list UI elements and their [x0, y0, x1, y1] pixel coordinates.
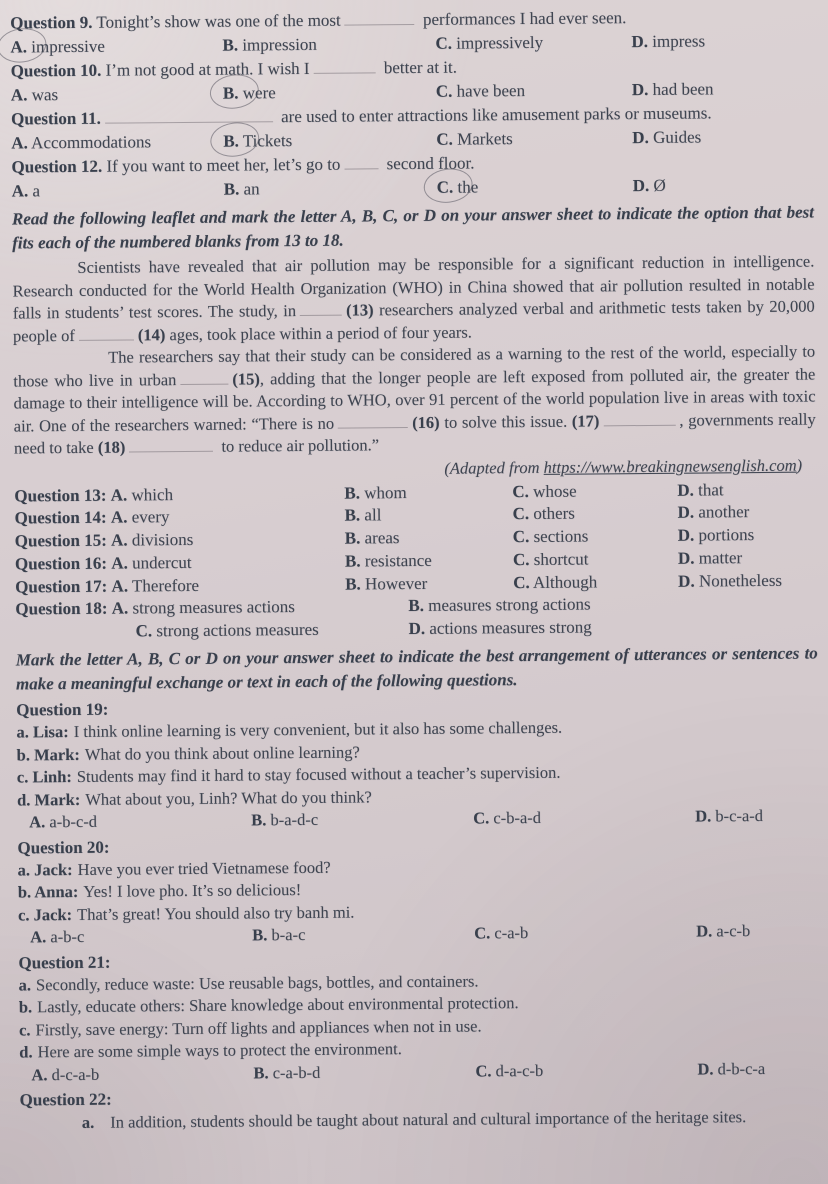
prompt-text: I’m not good at math. I wish I — [101, 58, 310, 80]
option-text: were — [238, 83, 276, 103]
option-text: that — [693, 479, 724, 500]
option-letter: D. — [677, 548, 695, 568]
leaflet-instruction: Read the following leaflet and mark the letter A, B, C, or D on your answer sheet to indicate the option that best fits each of the numbered blanks from 13 to 18. — [11, 202, 814, 253]
option-letter: A. — [11, 181, 29, 201]
option-text: measures strong actions — [423, 594, 591, 616]
blank-line — [338, 413, 408, 429]
prompt-text: If you want to meet her, let’s go to — [102, 154, 341, 176]
option — [475, 1058, 697, 1082]
speaker-prefix: a. Jack: — [17, 859, 73, 880]
option-letter: C. — [512, 481, 529, 501]
option-text: others — [528, 503, 575, 524]
option-text: Markets — [452, 129, 513, 149]
question-header: Question 19: — [16, 699, 109, 720]
option — [512, 502, 677, 526]
prompt-text: better at it. — [379, 57, 458, 78]
question-header: Question 21: — [18, 952, 111, 973]
prompt-text: performances I had ever seen. — [418, 8, 627, 29]
option-text: divisions — [127, 530, 194, 550]
utterance-text: What about you, Linh? What do you think? — [85, 786, 372, 809]
option-letter: C. — [473, 808, 490, 828]
blank-line — [300, 301, 342, 316]
option-letter: D. — [695, 806, 712, 826]
speaker-prefix: d. Mark: — [16, 789, 81, 810]
option — [11, 82, 223, 108]
option — [10, 34, 222, 60]
utterance-text: Secondly, reduce waste: Use reusable bags, bottles, and containers. — [35, 971, 479, 994]
speaker-prefix: b. Anna: — [17, 882, 79, 902]
option — [15, 528, 345, 554]
option-letter: C. — [435, 81, 453, 101]
option — [632, 125, 813, 151]
option-text: c-a-b-d — [268, 1062, 321, 1082]
blank-number: (15) — [232, 368, 260, 389]
option — [473, 806, 695, 830]
passage-text: ages, took place within a period of four years. — [165, 321, 472, 344]
question-label: Question 15: — [14, 530, 112, 551]
question-label: Question 11. — [10, 108, 101, 129]
option-letter: A. — [111, 598, 129, 619]
option — [14, 482, 344, 508]
option-letter: D. — [632, 127, 649, 148]
option-letter: A. — [29, 812, 46, 832]
passage-text: , adding that the longer people are left exposed from polluted air, the greater the damage to their intelligence will be. According to WHO, over 91 percent of the world population live in areas with toxic air. One of the researchers warned: “There is no — [13, 363, 816, 435]
option — [631, 29, 812, 55]
option-letter: C. — [512, 527, 530, 547]
option-text: a-c-b — [712, 921, 751, 941]
option-letter: D. — [631, 79, 649, 100]
option — [633, 173, 814, 199]
option-letter: A. — [110, 507, 128, 527]
option-text: b-a-c — [267, 925, 306, 945]
arrangement-questions-section — [16, 692, 821, 1087]
option-letter: D. — [678, 571, 695, 591]
option — [252, 923, 474, 947]
option — [513, 570, 678, 594]
circled-option-letter: C. — [437, 176, 454, 200]
option-letter: C. — [135, 621, 153, 641]
option-letter: B. — [251, 810, 267, 830]
option-text: a-b-c-d — [45, 811, 98, 832]
option-letter: C. — [512, 504, 530, 524]
prompt-text: Tonight’s show was one of the most — [92, 10, 341, 32]
passage-text: to reduce air pollution.” — [217, 435, 380, 456]
option — [437, 174, 633, 200]
option-text: impression — [237, 34, 317, 55]
option-letter: C. — [436, 129, 453, 149]
option-text: was — [27, 85, 59, 105]
option-letter: C. — [435, 33, 453, 53]
option-text: Although — [529, 572, 598, 592]
option-letter: B. — [344, 505, 361, 525]
speaker-prefix: c. Jack: — [17, 904, 73, 925]
utterance-text: Here are some simple ways to protect the environment. — [37, 1039, 402, 1062]
option-letter: B. — [253, 1062, 269, 1083]
prompt-text: are used to enter attractions like amusement parks or museums. — [276, 103, 712, 127]
arrangement-instruction: Mark the letter A, B, C or D on your answer sheet to indicate the best arrangement of utterances or sentences to make a meaningful exchange or text in each of the following questions. — [15, 643, 818, 694]
utterance-text: What do you think about online learning? — [84, 742, 360, 764]
option-letter: B. — [344, 551, 361, 571]
prompt-text: second floor. — [382, 153, 475, 174]
option-letter: D. — [631, 31, 649, 52]
option-letter: B. — [345, 574, 361, 594]
utterance-text: Students may find it hard to stay focused without a teacher’s supervision. — [76, 762, 561, 787]
utterance-text: Lastly, educate others: Share knowledge about environmental protection. — [37, 993, 519, 1017]
option-text: strong actions measures — [151, 620, 319, 641]
option — [12, 178, 224, 204]
option-text: d-a-c-b — [491, 1060, 544, 1080]
circled-option-letter: A. — [10, 35, 27, 59]
option-text: b-c-a-d — [711, 806, 764, 826]
option — [30, 925, 252, 949]
option — [345, 526, 513, 550]
option-letter: D. — [677, 525, 695, 545]
mc-questions-section — [10, 5, 814, 204]
passage-text: to solve this issue. — [439, 411, 572, 432]
option-text: impressive — [26, 36, 105, 57]
option-text: a-b-c — [46, 926, 85, 947]
option — [474, 921, 696, 945]
option — [697, 1057, 821, 1081]
option-letter: A. — [110, 485, 128, 505]
attribution-pre: (Adapted from — [444, 457, 544, 478]
blank-line — [345, 10, 415, 26]
option — [408, 615, 817, 641]
speaker-prefix: a. — [18, 974, 32, 995]
option — [677, 478, 816, 502]
question-label: Question 10. — [10, 60, 102, 81]
option — [678, 524, 817, 548]
option — [344, 481, 512, 505]
option-letter: A. — [111, 530, 128, 550]
option-letter: D. — [696, 921, 713, 941]
utterance-text: Yes! I love pho. It’s so delicious! — [83, 880, 302, 901]
option — [222, 32, 435, 58]
option-letter: C. — [475, 1060, 492, 1081]
option-text: matter — [694, 548, 743, 568]
question-label: Question 12. — [11, 156, 103, 177]
option-text: which — [127, 484, 174, 505]
question-label: Question 13: — [14, 485, 111, 505]
option — [15, 596, 408, 622]
option — [223, 128, 436, 154]
option — [345, 549, 513, 573]
option-text: Tickets — [238, 131, 293, 151]
question-label: Question 17: — [15, 576, 112, 597]
blank-line — [603, 410, 675, 426]
passage-text: The researchers say that their study can be considered as a warning to the rest of the world, especially to those who live in urban — [13, 341, 816, 390]
option-text: a — [28, 181, 41, 201]
option-letter: C. — [513, 572, 530, 592]
option — [632, 77, 813, 103]
blank-line — [129, 437, 213, 453]
blank-number: (18) — [97, 437, 126, 457]
option-letter: D. — [408, 619, 426, 639]
blank-number: (13) — [346, 300, 374, 320]
utterance-text: Firstly, save energy: Turn off lights and appliances when not in use. — [35, 1016, 482, 1039]
option-letter: A. — [30, 927, 47, 947]
option-letter: A. — [111, 553, 128, 573]
option — [677, 501, 816, 525]
option-text: the — [453, 177, 479, 197]
question-label: Question 9. — [10, 12, 93, 33]
question-header: Question 20: — [17, 837, 110, 858]
option-text: undercut — [127, 552, 192, 573]
option — [31, 1062, 253, 1086]
speaker-prefix: c. — [18, 1019, 31, 1040]
option-letter: B. — [344, 482, 361, 503]
option-text: Accommodations — [27, 132, 152, 153]
statement-prefix: a. — [81, 1112, 95, 1133]
speaker-prefix: a. Lisa: — [16, 722, 69, 742]
option-text: c-a-b — [490, 923, 529, 943]
option-letter: C. — [474, 923, 491, 943]
option-text: areas — [360, 528, 400, 548]
option-text: impress — [647, 31, 706, 51]
option-text: Nonetheless — [694, 570, 783, 591]
option-letter: A. — [11, 133, 28, 153]
speaker-prefix: c. Linh: — [16, 767, 72, 787]
attribution-post: ) — [796, 455, 803, 475]
option-letter: C. — [512, 549, 530, 570]
option-text: strong measures actions — [128, 597, 295, 618]
blank-line — [79, 325, 134, 340]
option-text: every — [127, 507, 170, 527]
option-text: However — [360, 573, 428, 594]
option — [135, 618, 408, 643]
blank-number: (17) — [571, 410, 600, 431]
circled-option-letter: B. — [223, 82, 239, 106]
option — [678, 569, 817, 593]
utterance-text: Have you ever tried Vietnamese food? — [77, 857, 331, 879]
option-letter: B. — [223, 179, 240, 199]
option — [344, 503, 512, 527]
option — [223, 80, 436, 106]
option-text: b-a-d-c — [266, 809, 319, 830]
option-letter: D. — [697, 1058, 714, 1079]
option — [513, 525, 678, 549]
question-label: Question 16: — [14, 553, 112, 574]
option-letter: A. — [31, 1064, 48, 1084]
option — [435, 30, 631, 56]
option-letter: B. — [252, 925, 268, 945]
option-text: c-b-a-d — [489, 807, 542, 828]
blank-line — [180, 369, 228, 384]
option — [224, 176, 437, 202]
option-text: impressively — [451, 32, 544, 53]
option-text: had been — [648, 79, 714, 99]
option — [29, 810, 251, 834]
option — [696, 920, 820, 944]
blank-number: (14) — [137, 324, 166, 344]
option — [678, 546, 817, 570]
option-text: Ø — [649, 175, 666, 195]
option-text: another — [693, 502, 750, 522]
option — [251, 808, 473, 832]
passage-text: , governments really need to take — [13, 408, 816, 458]
option-letter: A. — [111, 576, 129, 596]
passage-paragraph — [12, 250, 815, 347]
option-text: Therefore — [127, 575, 200, 596]
utterance-text: That’s great! You should also try banh mi. — [77, 902, 355, 924]
option-text: an — [239, 179, 260, 199]
option — [15, 550, 345, 576]
blank-line — [313, 58, 375, 74]
utterance-text: I think online learning is very convenient, but it also has some challenges. — [73, 717, 563, 742]
attribution-url: https://www.breakingnewsenglish.com — [543, 455, 797, 477]
circled-option-letter: B. — [223, 130, 239, 154]
option — [15, 573, 345, 599]
option — [512, 479, 677, 503]
option-text: Guides — [648, 127, 702, 147]
question-label: Question 18: — [15, 599, 112, 619]
option-text: whose — [528, 481, 577, 501]
option — [14, 505, 344, 531]
speaker-prefix: d. — [19, 1042, 33, 1062]
passage-paragraph — [13, 340, 816, 459]
speaker-prefix: b. Mark: — [16, 744, 80, 765]
option-text: have been — [452, 81, 526, 101]
option-letter: D. — [632, 175, 650, 196]
option-letter: A. — [10, 85, 28, 105]
blank-questions-section — [14, 478, 817, 645]
option — [253, 1060, 475, 1084]
speaker-prefix: b. — [18, 997, 33, 1017]
option-text: all — [360, 505, 382, 525]
spacer — [15, 621, 135, 645]
option-letter: D. — [677, 502, 695, 522]
option — [436, 78, 632, 104]
option-letter: D. — [677, 480, 694, 500]
passage-text: Scientists have revealed that air pollution may be responsible for a significant reduction in intelligence. Research conducted for the World Health Organization (WHO) in China showed that air pollution resulted in notable falls in students’ test scores. The study, in — [12, 251, 815, 323]
reading-passage — [12, 250, 816, 459]
option-text: sections — [529, 526, 589, 547]
option-text: resistance — [360, 550, 432, 571]
question-header: Question 22: — [19, 1089, 112, 1110]
option-letter: B. — [222, 35, 239, 55]
option — [11, 130, 223, 156]
blank-number: (16) — [412, 412, 440, 432]
option-text: actions measures strong — [424, 617, 592, 639]
statement-text: In addition, students should be taught about natural and cultural importance of the heritage sites. — [110, 1107, 747, 1132]
option-letter: B. — [408, 596, 425, 616]
option — [513, 548, 678, 572]
option — [345, 572, 513, 596]
question-22 — [20, 1082, 822, 1135]
option — [695, 805, 819, 829]
option — [436, 126, 632, 152]
passage-text: researchers analyzed verbal and arithmetic tests taken by 20,000 people of — [12, 296, 815, 345]
option-text: portions — [694, 525, 755, 545]
option-text: d-b-c-a — [713, 1058, 766, 1078]
question-label: Question 14: — [14, 507, 111, 528]
blank-line — [344, 154, 378, 169]
blank-line — [105, 107, 273, 123]
option-text: d-c-a-b — [47, 1064, 100, 1084]
option-text: shortcut — [529, 549, 589, 569]
option-text: whom — [359, 482, 407, 502]
option-letter: B. — [344, 528, 361, 548]
